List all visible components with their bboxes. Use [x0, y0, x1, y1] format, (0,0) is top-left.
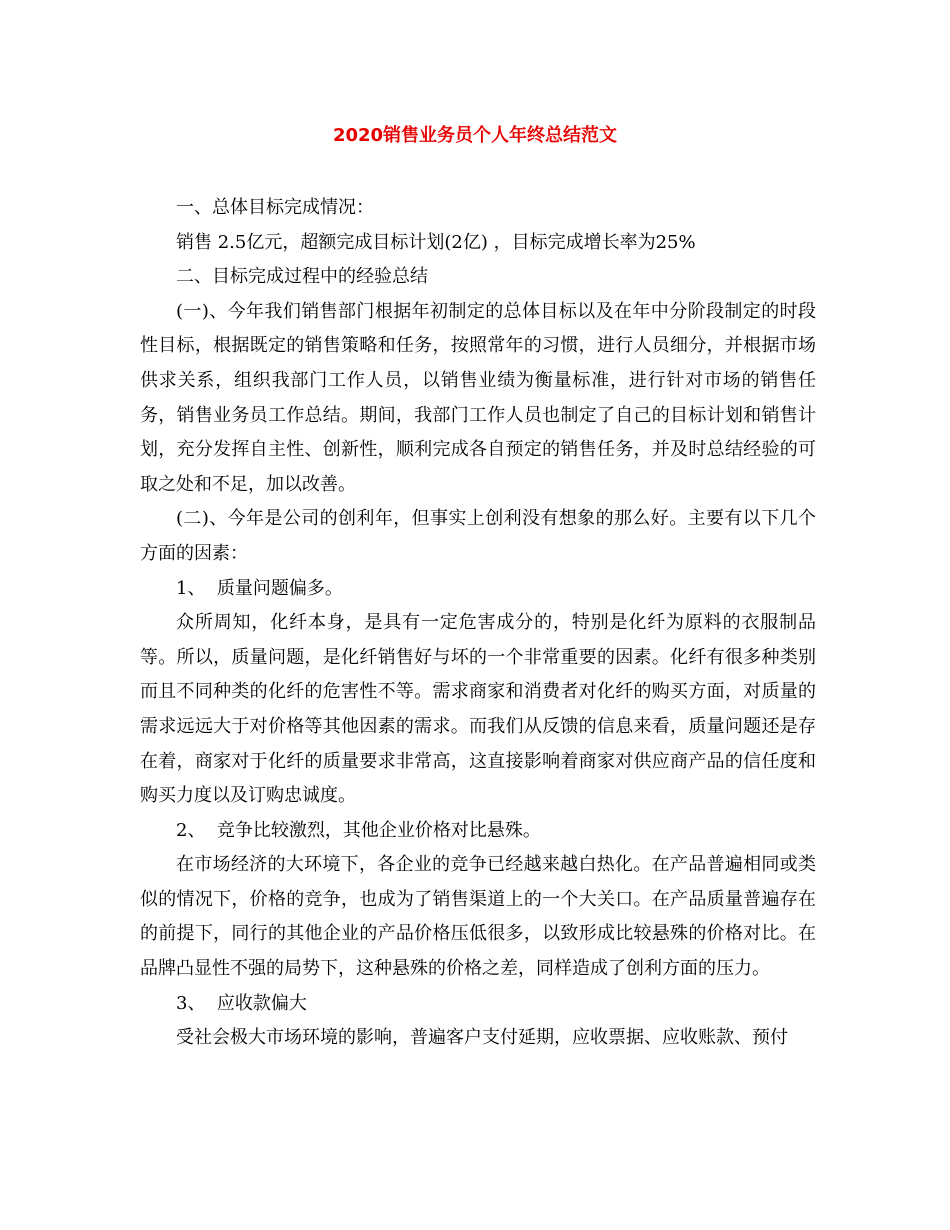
sales-result-line: 销售 2.5亿元，超额完成目标计划(2亿) ，目标完成增长率为25%: [176, 231, 696, 253]
paragraph-experience-one: (一)、今年我们销售部门根据年初制定的总体目标以及在年中分阶段制定的时段性目标，根据既定的销售策略和任务，按照常年的习惯，进行人员细分，并根据市场供求关系，组织我部门工作人员，以销售业绩为衡量标准，进行针对市场的销售任务，销售业务员工作总结。期间，我部门工作人员也制定了自己的目标计划和销售计划，充分发挥自主性、创新性，顺利完成各自预定的销售任务，并及时总结经验的可取之处和不足，加以改善。: [140, 300, 816, 495]
document-body: [140, 191, 816, 1056]
list-item-competition: 2、 竞争比较激烈，其他企业价格对比悬殊。: [176, 819, 541, 841]
document-title: 2020销售业务员个人年终总结范文: [332, 125, 618, 146]
paragraph-receivables: 受社会极大市场环境的影响，普遍客户支付延期，应收票据、应收账款、预付: [176, 1027, 788, 1049]
paragraph-competition: 在市场经济的大环境下，各企业的竞争已经越来越白热化。在产品普遍相同或类似的情况下，价格的竞争，也成为了销售渠道上的一个大关口。在产品质量普遍存在的前提下，同行的其他企业的产品价格压低很多，以致形成比较悬殊的价格对比。在品牌凸显性不强的局势下，这种悬殊的价格之差，同样造成了创利方面的压力。: [140, 854, 816, 980]
section-heading-experience: 二、目标完成过程中的经验总结: [176, 266, 428, 288]
list-item-quality: 1、 质量问题偏多。: [176, 577, 343, 599]
paragraph-experience-two: (二)、今年是公司的创利年，但事实上创利没有想象的那么好。主要有以下几个方面的因素：: [140, 508, 816, 564]
list-item-receivables: 3、 应收款偏大: [176, 992, 307, 1014]
paragraph-quality: 众所周知，化纤本身，是具有一定危害成分的，特别是化纤为原料的衣服制品等。所以，质量问题，是化纤销售好与坏的一个非常重要的因素。化纤有很多种类别而且不同种类的化纤的危害性不等。需求商家和消费者对化纤的购买方面，对质量的需求远远大于对价格等其他因素的需求。而我们从反馈的信息来看，质量问题还是存在着，商家对于化纤的质量要求非常高，这直接影响着商家对供应商产品的信任度和购买力度以及订购忠诚度。: [140, 612, 816, 807]
section-heading-overall-goal: 一、总体目标完成情况：: [176, 197, 374, 218]
